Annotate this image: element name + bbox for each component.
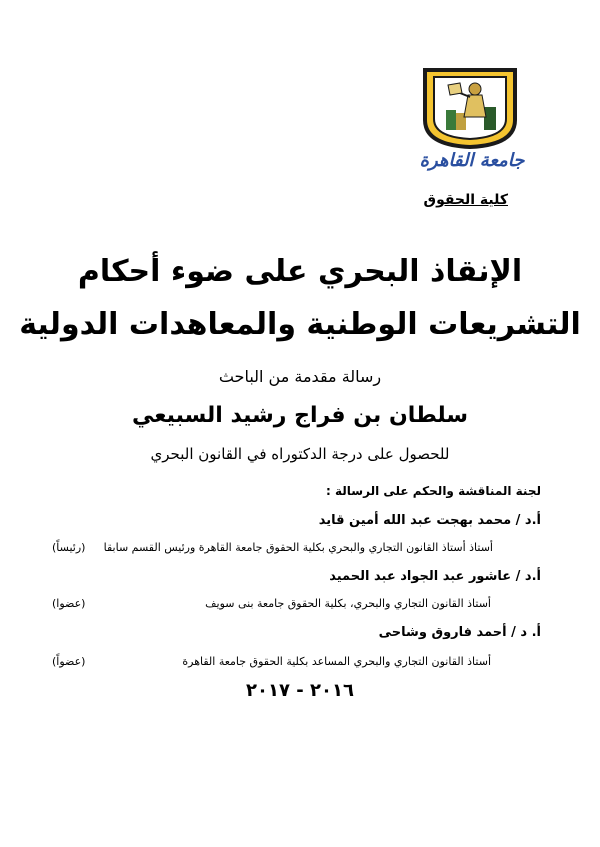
- submission-text: رسالة مقدمة من الباحث: [218, 367, 382, 386]
- academic-years: ٢٠١٦ - ٢٠١٧: [246, 680, 354, 701]
- university-name: جامعة القاهرة: [419, 150, 525, 171]
- committee-member-role: (عضوا): [52, 597, 86, 610]
- researcher-name: سلطان بن فراج رشيد السبيعي: [131, 403, 469, 428]
- committee-member-row: [40, 541, 541, 559]
- thesis-title-line1: الإنقاذ البحري على ضوء أحكام: [77, 254, 523, 289]
- thesis-title-line2: التشريعات الوطنية والمعاهدات الدولية: [19, 307, 581, 342]
- committee-member-name: أ. د / أحمد فاروق وشاحى: [378, 625, 541, 640]
- committee-member-name: أ.د / محمد بهجت عبد الله أمين قايد: [318, 513, 541, 528]
- degree-purpose: للحصول على درجة الدكتوراه في القانون البحري: [150, 445, 450, 463]
- committee-member-description: أستاذ القانون التجاري والبحري المساعد بكلية الحقوق جامعة القاهرة: [182, 655, 491, 668]
- committee-member-row: [40, 655, 541, 673]
- committee-heading: لجنة المناقشة والحكم على الرسالة :: [326, 484, 541, 498]
- committee-member-role: (رئيساً): [52, 541, 86, 554]
- committee-member-row: [40, 597, 541, 615]
- committee-member-description: أستاذ أستاذ القانون التجاري والبحري بكلية الحقوق جامعة القاهرة ورئيس القسم سابقا: [103, 541, 493, 554]
- faculty-name: كلية الحقوق: [423, 192, 508, 208]
- committee-member-name: أ.د / عاشور عبد الجواد عبد الحميد: [329, 569, 541, 584]
- committee-member-description: أستاذ القانون التجاري والبحري، بكلية الحقوق جامعة بنى سويف: [205, 597, 491, 610]
- university-logo: [420, 65, 520, 150]
- committee-member-role: (عضواً): [52, 655, 86, 668]
